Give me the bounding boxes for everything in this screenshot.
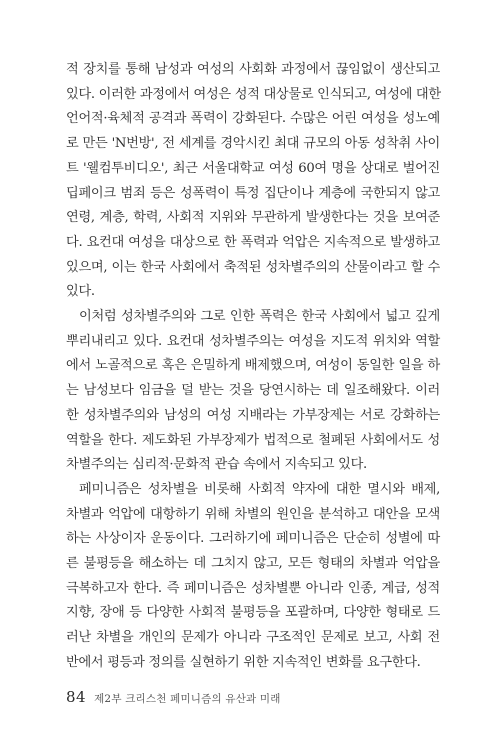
text-line: 연령, 계층, 학력, 사회적 지위와 무관하게 발생한다는 것을 보여준 xyxy=(66,210,440,226)
page-number: 84 xyxy=(66,688,87,706)
text-line: 극복하고자 한다. 즉 페미니즘은 성차별뿐 아니라 인종, 계급, 성적 xyxy=(66,580,440,596)
text-line: 지향, 장애 등 다양한 사회적 불평등을 포괄하며, 다양한 형태로 드 xyxy=(66,605,440,621)
running-head: 제2부 크리스천 페미니즘의 유산과 미래 xyxy=(94,693,281,705)
text-line: 러난 차별을 개인의 문제가 아니라 구조적인 문제로 보고, 사회 전 xyxy=(66,630,440,646)
text-line: 는 남성보다 임금을 덜 받는 것을 당연시하는 데 일조해왔다. 이러 xyxy=(66,383,440,399)
body-text xyxy=(66,58,440,676)
text-line: 페미니즘은 성차별을 비롯해 사회적 약자에 대한 멸시와 배제, xyxy=(79,481,440,497)
text-line: 차별과 억압에 대항하기 위해 차별의 원인을 분석하고 대안을 모색 xyxy=(66,506,440,522)
paragraph-2 xyxy=(66,305,440,478)
text-line: 있으며, 이는 한국 사회에서 축적된 성차별주의의 산물이라고 할 수 xyxy=(66,259,440,275)
page-footer xyxy=(66,688,281,706)
text-line: 있다. xyxy=(66,284,95,300)
text-line: 적 장치를 통해 남성과 여성의 사회화 과정에서 끊임없이 생산되고 xyxy=(66,62,440,77)
text-line: 뿌리내리고 있다. 요컨대 성차별주의는 여성을 지도적 위치와 역할 xyxy=(66,333,440,349)
text-line: 있다. 이러한 과정에서 여성은 성적 대상물로 인식되고, 여성에 대한 xyxy=(66,86,441,102)
text-line: 다. 요컨대 여성을 대상으로 한 폭력과 억압은 지속적으로 발생하고 xyxy=(66,234,440,250)
text-line: 언어적·육체적 공격과 폭력이 강화된다. 수많은 어린 여성을 성노예 xyxy=(66,111,440,127)
paragraph-1 xyxy=(66,58,440,305)
paragraph-3 xyxy=(66,478,440,676)
text-line: 딥페이크 범죄 등은 성폭력이 특정 집단이나 계층에 국한되지 않고 xyxy=(66,185,440,201)
text-line: 른 불평등을 해소하는 데 그치지 않고, 모든 형태의 차별과 억압을 xyxy=(66,556,440,572)
text-line: 로 만든 'N번방', 전 세계를 경악시킨 최대 규모의 아동 성착취 사이 xyxy=(66,136,440,152)
text-line: 이처럼 성차별주의와 그로 인한 폭력은 한국 사회에서 넓고 깊게 xyxy=(79,309,440,325)
text-line: 한 성차별주의와 남성의 여성 지배라는 가부장제는 서로 강화하는 xyxy=(66,407,440,423)
text-line: 반에서 평등과 정의를 실현하기 위한 지속적인 변화를 요구한다. xyxy=(66,654,421,670)
text-line: 에서 노골적으로 혹은 은밀하게 배제했으며, 여성이 동일한 일을 하 xyxy=(66,358,440,374)
text-line: 트 '웰컴투비디오', 최근 서울대학교 여성 60여 명을 상대로 벌어진 xyxy=(66,160,440,176)
text-line: 역할을 한다. 제도화된 가부장제가 법적으로 철폐된 사회에서도 성 xyxy=(66,432,440,448)
text-line: 차별주의는 심리적·문화적 관습 속에서 지속되고 있다. xyxy=(66,457,367,473)
text-line: 하는 사상이자 운동이다. 그러하기에 페미니즘은 단순히 성별에 따 xyxy=(66,531,440,547)
